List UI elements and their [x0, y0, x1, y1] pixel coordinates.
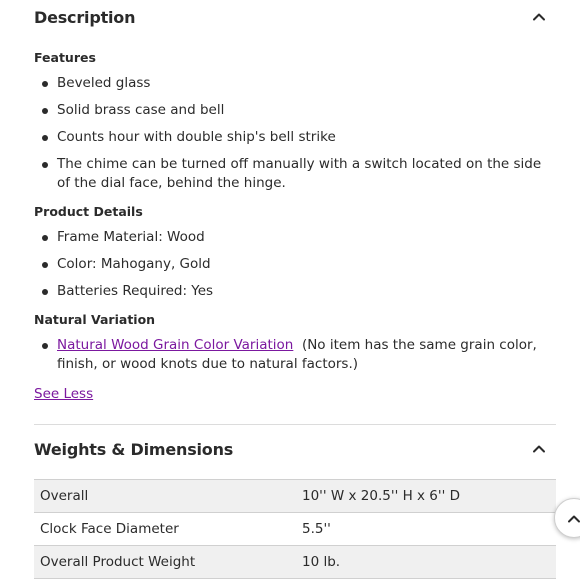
- dimensions-table: [34, 479, 556, 579]
- natural-wood-grain-link[interactable]: Natural Wood Grain Color Variation: [57, 337, 294, 353]
- table-row: [34, 480, 556, 513]
- see-less-link[interactable]: See Less: [34, 386, 94, 402]
- list-item: Beveled glass: [34, 74, 556, 93]
- dimension-value: 10 lb.: [296, 546, 556, 579]
- table-row: [34, 513, 556, 546]
- dimension-label: Overall: [34, 480, 296, 513]
- features-list: [34, 74, 556, 193]
- section-divider: [34, 424, 556, 425]
- chevron-up-icon[interactable]: [532, 442, 546, 456]
- dimension-value: 10'' W x 20.5'' H x 6'' D: [296, 480, 556, 513]
- list-item: Solid brass case and bell: [34, 101, 556, 120]
- table-row: [34, 546, 556, 579]
- description-header[interactable]: [34, 0, 556, 36]
- dimension-label: Overall Product Weight: [34, 546, 296, 579]
- natural-variation-list: [34, 336, 556, 374]
- list-item: Batteries Required: Yes: [34, 282, 556, 301]
- natural-variation-heading: Natural Variation: [34, 312, 156, 327]
- list-item: The chime can be turned off manually with a switch located on the side of the dial face, behind the hinge.: [34, 155, 556, 193]
- natural-variation-note: (No item has the same grain color, finish, or wood knots due to natural factors.): [57, 337, 537, 372]
- dimension-value: 5.5'': [296, 513, 556, 546]
- list-item: [34, 336, 556, 374]
- list-item: Counts hour with double ship's bell strike: [34, 128, 556, 147]
- product-details-list: [34, 228, 556, 301]
- description-title: Description: [34, 8, 136, 27]
- chevron-up-icon: [567, 512, 580, 526]
- weights-dimensions-header[interactable]: [34, 432, 556, 468]
- dimension-label: Clock Face Diameter: [34, 513, 296, 546]
- list-item: Color: Mahogany, Gold: [34, 255, 556, 274]
- features-heading: Features: [34, 50, 96, 65]
- weights-dimensions-title: Weights & Dimensions: [34, 440, 234, 459]
- scroll-to-top-button[interactable]: [554, 498, 580, 538]
- chevron-up-icon[interactable]: [532, 10, 546, 24]
- product-details-heading: Product Details: [34, 204, 143, 219]
- list-item: Frame Material: Wood: [34, 228, 556, 247]
